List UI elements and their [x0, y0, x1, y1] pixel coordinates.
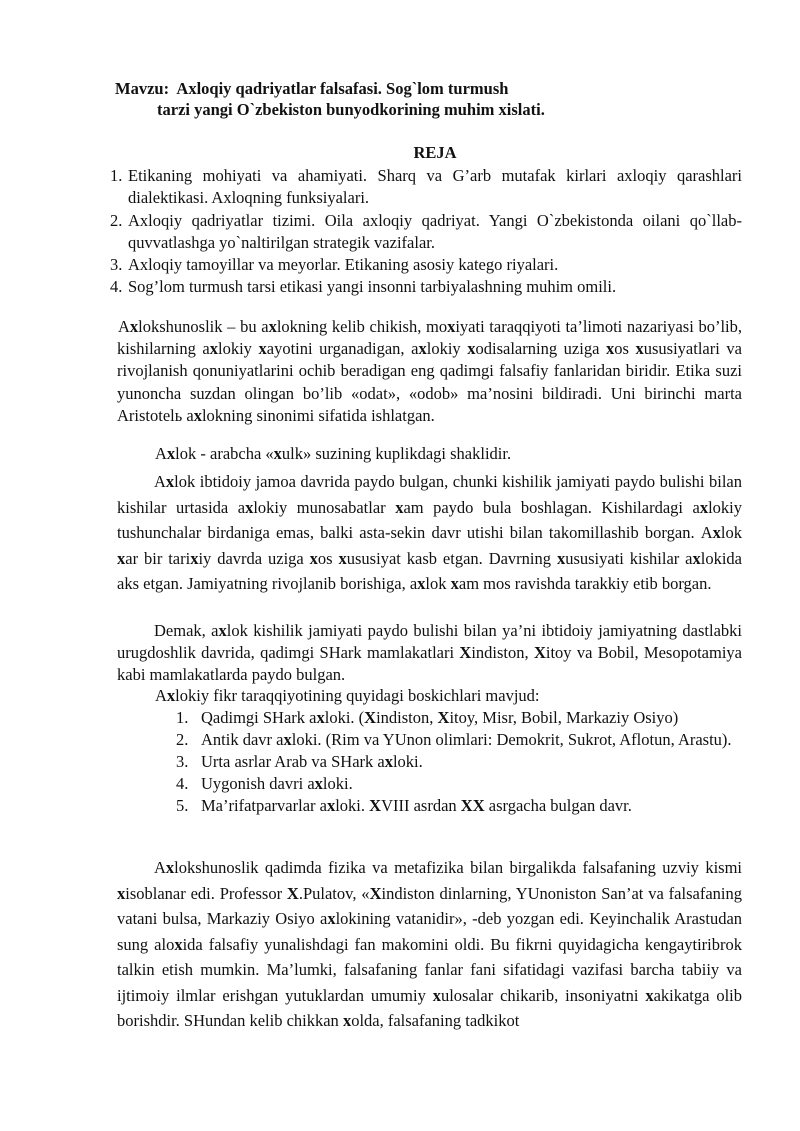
- bold-letter: х: [467, 339, 476, 359]
- bold-letter: х: [193, 405, 202, 425]
- paragraph-origin: Ахlok ibtidoiy jamoa davrida paydo bulgan, chunki kishilik jamiyati paydo bulishi bilan kishilar urtasida ахlokiy munosabatlar хam paydo bula boshlagan. Kishilardagi ахlokiy tushunchalar birdaniga emas, balki asta-sekin davr utishi bilan takomillashib borgan. Ахlok хar bir tariхiy davrda uziga хos хususiyat kasb etgan. Davrning хususiyati kishilar ахlokida aks etgan. Jamiyatning rivojlanib borishiga, ахlok хam mos ravishda tarakkiy etib borgan.: [117, 472, 743, 593]
- stage-item: [176, 751, 742, 773]
- plan-item-text: Etikaning mohiyati va ahamiyati. Sharq va G’arb mutafak kirlari axloqiy qarashlari dialektikasi. Axloqning funksiyalari.: [128, 166, 742, 208]
- plan-item-text: Axloqiy tamoyillar va meyorlar. Etikaning asosiy katego riyalari.: [128, 255, 559, 275]
- bold-letter: х: [699, 497, 709, 517]
- plan-item: [110, 165, 742, 210]
- stage-item-number: 5.: [176, 796, 189, 815]
- bold-letter: х: [384, 752, 393, 771]
- bold-letter: Х: [286, 883, 299, 903]
- paragraph-etymology: Ахlok - arabcha «хulk» suzining kuplikdagi shaklidir.: [155, 444, 512, 463]
- bold-letter: х: [258, 339, 267, 359]
- bold-letter: х: [165, 472, 175, 491]
- plan-heading: REJA: [413, 143, 457, 162]
- bold-letter: х: [645, 985, 654, 1005]
- bold-letter: х: [556, 548, 566, 568]
- bold-letter: х: [283, 730, 292, 749]
- plan-list: [110, 165, 742, 299]
- bold-letter: Х: [533, 643, 546, 662]
- stage-item-number: 3.: [176, 752, 189, 771]
- stage-item-number: 4.: [176, 774, 189, 793]
- stage-item-text: Antik davr ахloki. (Rim va YUnon olimlari: Demokrit, Sukrot, Aflotun, Arastu).: [201, 730, 732, 749]
- stage-item-text: Ma’rifatparvarlar ахloki. ХVIII asrdan ХХ asrgacha bulgan davr.: [201, 796, 632, 815]
- bold-letter: Х: [460, 796, 473, 815]
- bold-letter: Х: [369, 796, 382, 815]
- plan-item-number: 3.: [110, 255, 123, 275]
- bold-letter: х: [165, 858, 175, 877]
- stage-item: [176, 795, 742, 817]
- bold-letter: х: [327, 909, 336, 928]
- bold-letter: х: [447, 317, 456, 336]
- stage-item: [176, 729, 742, 751]
- bold-letter: х: [190, 548, 199, 568]
- bold-letter: х: [314, 774, 323, 793]
- bold-letter: х: [432, 985, 441, 1005]
- stage-item-text: Urta asrlar Arab va SHark ахloki.: [201, 752, 423, 771]
- plan-item-text: Axloqiy qadriyatlar tizimi. Oila axloqiy qadriyat. Yangi O`zbekistonda oilani qo`llab-quvvatlashga yo`naltirilgan strategik vazifalar.: [128, 210, 742, 252]
- stage-item-number: 2.: [176, 730, 189, 749]
- bold-letter: Х: [364, 708, 377, 727]
- bold-letter: х: [117, 883, 126, 903]
- bold-letter: х: [268, 317, 277, 336]
- stage-item: [176, 707, 742, 729]
- document-title-line-1: Mavzu: Axloqiy qadriyatlar falsafasi. Sog`lom turmush: [115, 79, 509, 98]
- bold-letter: х: [450, 574, 459, 593]
- plan-item: [110, 254, 742, 276]
- paragraph-history: Ахlokshunoslik qadimda fizika va metafizika bilan birgalikda falsafaning uzviy kismi хisoblanar edi. Professor Х.Pulatov, «Хindiston dinlarning, YUnoniston San’at va falsafaning vatani bulsa, Markaziy Osiyo ахlokining vatanidir», -deb yozgan edi. Keyinchalik Arastudan sung aloхida falsafiy yunalishdagi fan makomini oldi. Bu fikrni quyidagicha kengaytiribrok talkin etish mumkin. Ma’lumki, falsafaning fanlar fani sifatidagi vazifasi barcha tabiiy va ijtimoiy ilmlar erishgan yutuklardan umumiy хulosalar chikarib, insoniyatni хakikatga olib borishdir. SHundan kelib chikkan хolda, falsafaning tadkikot: [117, 858, 743, 1030]
- paragraph-ancient-countries: Demak, ахlok kishilik jamiyati paydo bulishi bilan ya’ni ibtidoiy jamiyatning dastlabki urugdoshlik davrida, qadimgi SHark mamlakatlari Хindiston, Хitoy va Bobil, Mesopotamiya kabi mamlakatlarda paydo bulgan.: [117, 621, 743, 684]
- bold-letter: Х: [459, 643, 472, 662]
- bold-letter: х: [395, 497, 404, 517]
- paragraph-stages-intro: Ахlokiy fikr taraqqiyotining quyidagi boskichlari mavjud:: [155, 686, 540, 705]
- bold-letter: х: [129, 317, 139, 336]
- bold-letter: х: [418, 339, 427, 359]
- bold-letter: х: [316, 708, 325, 727]
- bold-letter: х: [417, 574, 426, 593]
- bold-letter: х: [218, 621, 227, 640]
- plan-item-number: 2.: [110, 210, 123, 230]
- plan-item-number: 1.: [110, 166, 123, 185]
- bold-letter: Х: [369, 883, 382, 903]
- bold-letter: х: [692, 548, 701, 568]
- plan-item-text: Sog’lom turmush tarsi etikasi yangi insonni tarbiyalashning muhim omili.: [128, 277, 617, 297]
- bold-letter: х: [117, 548, 126, 568]
- stage-item-text: Qadimgi SHark ахloki. (Хindiston, Хitoy, Misr, Bobil, Markaziy Osiyo): [201, 708, 679, 727]
- bold-letter: Х: [472, 796, 485, 815]
- stages-list: [176, 707, 742, 817]
- bold-letter: х: [174, 934, 183, 954]
- plan-item: [110, 210, 742, 255]
- bold-letter: х: [166, 444, 176, 463]
- bold-letter: х: [273, 444, 282, 463]
- stage-item-text: Uygonish davri ахloki.: [201, 774, 353, 793]
- bold-letter: х: [326, 796, 336, 815]
- bold-letter: х: [635, 339, 644, 359]
- bold-letter: х: [166, 686, 176, 705]
- stage-item: [176, 773, 742, 795]
- bold-letter: х: [338, 548, 347, 568]
- plan-item: [110, 276, 742, 298]
- bold-letter: Х: [437, 708, 450, 727]
- bold-letter: х: [712, 523, 721, 542]
- bold-letter: х: [245, 497, 254, 517]
- bold-letter: х: [342, 1011, 352, 1030]
- plan-item-number: 4.: [110, 277, 123, 297]
- bold-letter: х: [605, 339, 615, 359]
- paragraph-definition: Ахlokshunoslik – bu ахlokning kelib chikish, moхiyati taraqqiyoti ta’limoti nazariyasi bo’lib, kishilarning ахlokiy хayotini urganadigan, ахlokiy хodisalarning uziga хos хususiyatlari va rivojlanish qonuniyatlarini ochib beradigan eng qadimgi falsafiy fanlaridan biridir. Etika suzi yunoncha suzdan olingan bo’lib «odat», «odob» ma’nosini bildiradi. Uni birinchi marta Aristotelь ахlokning sinonimi sifatida ishlatgan.: [117, 317, 742, 425]
- bold-letter: х: [309, 548, 318, 568]
- document-title-line-2: tarzi yangi O`zbekiston bunyodkorining muhim xislati.: [157, 100, 545, 119]
- stage-item-number: 1.: [176, 708, 189, 727]
- bold-letter: х: [209, 339, 218, 359]
